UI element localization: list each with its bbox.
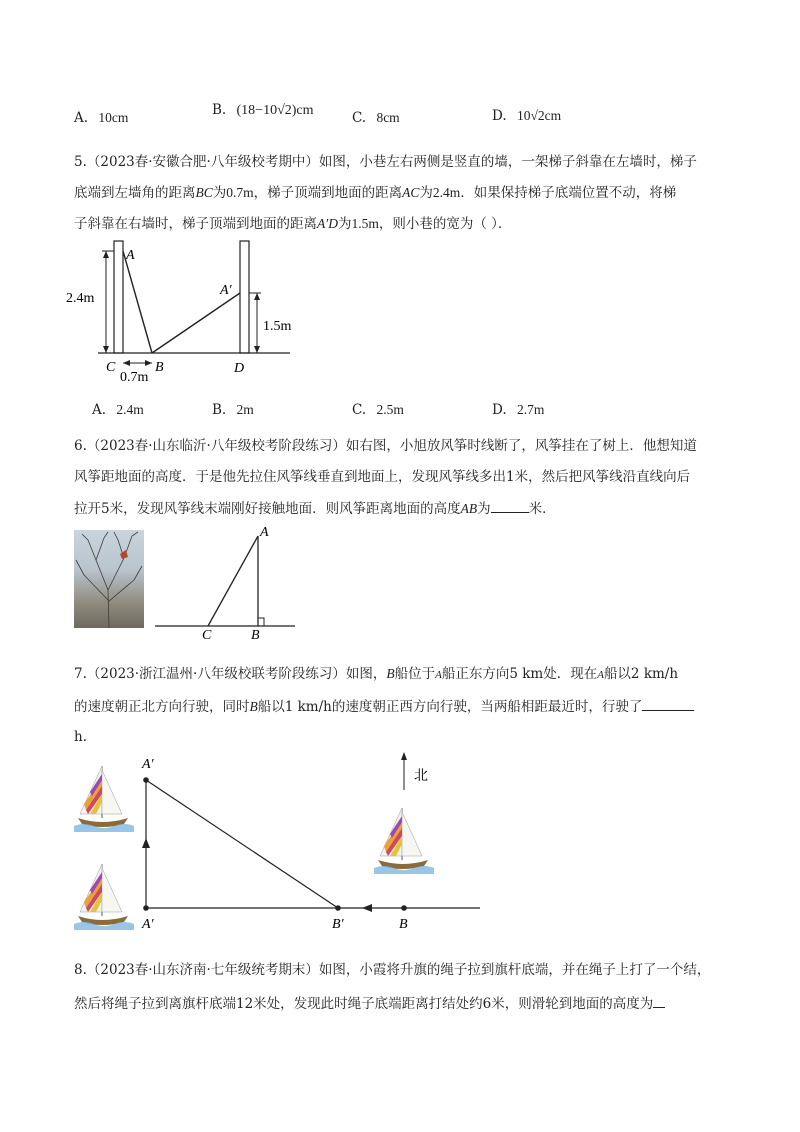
dim-left-label: 2.4m (66, 291, 95, 306)
left-wall (114, 241, 123, 353)
label-b: B (399, 917, 408, 932)
label-a-prime-bottom: A′ (142, 917, 154, 932)
q4-option-d[interactable]: D. 10√2cm (492, 108, 562, 124)
sailboat-bottom-left-icon (74, 864, 134, 930)
label-b: B (155, 360, 164, 375)
distance-line (146, 780, 338, 908)
north-label: 北 (414, 769, 428, 784)
right-angle-mark (258, 618, 264, 626)
q8-line-1: 8.（2023春·山东济南·七年级统考期末）如图，小霞将升旗的绳子拉到旗杆底端，并在绳子上打了一个结， (74, 962, 711, 978)
label-a-prime: A′ (220, 283, 232, 298)
q5-option-d[interactable]: D. 2.7m (492, 402, 545, 418)
dim-bottom-label: 0.7m (120, 370, 149, 385)
q4-option-a[interactable]: A. 10cm (74, 110, 129, 126)
q4-option-b[interactable]: B. (18−10√2)cm (212, 102, 314, 118)
label-d: D (234, 361, 245, 376)
tree-branches-icon (74, 530, 144, 628)
q8-line-2: 然后将绳子拉到离旗杆底端12米处，发现此时绳子底端距离打结处约6米，则滑轮到地面的高度为 (74, 993, 665, 1014)
west-arrow (362, 904, 372, 912)
q6-line-1: 6.（2023春·山东临沂·八年级校考阶段练习）如右图，小旭放风筝时线断了，风筝挂在了树上．他想知道 (74, 438, 697, 454)
q6-figure (150, 520, 300, 642)
label-a: A (126, 248, 135, 263)
ladder-right (152, 293, 240, 353)
q5-figure (60, 236, 320, 386)
q5-line-2: 底端到左墙角的距离BC为0.7m，梯子顶端到地面的距离AC为2.4m．如果保持梯子底端位置不动，将梯 (74, 185, 677, 201)
label-a-prime-top: A′ (142, 757, 154, 772)
label-c: C (202, 628, 212, 642)
q6-answer-blank[interactable] (491, 498, 529, 513)
q6-line-3: 拉开5米，发现风筝线末端刚好接触地面．则风筝距离地面的高度AB为 米． (74, 498, 556, 519)
sailboat-right-icon (374, 808, 434, 874)
q7-figure (70, 750, 490, 940)
q4-option-c[interactable]: C. 8cm (352, 110, 400, 126)
label-c: C (106, 360, 116, 375)
right-wall (240, 241, 249, 353)
dim-right-label: 1.5m (263, 319, 292, 334)
q7-line-2: 的速度朝正北方向行驶，同时B船以1 km/h的速度朝正西方向行驶，当两船相距最近时，行驶了 (74, 696, 694, 717)
sailboat-top-left-icon (74, 766, 134, 832)
label-b: B (251, 628, 260, 642)
q8-answer-blank[interactable] (653, 993, 665, 1008)
q6-line-2: 风筝距地面的高度．于是他先拉住风筝线垂直到地面上，发现风筝线多出1米，然后把风筝线沿直线向后 (74, 469, 691, 485)
q5-line-3: 子斜靠在右墙时，梯子顶端到地面的距离A′D为1.5m，则小巷的宽为（ ）． (74, 216, 512, 232)
q5-option-c[interactable]: C. 2.5m (352, 402, 404, 418)
ladder-left (123, 251, 152, 353)
q5-option-b[interactable]: B. 2m (212, 402, 254, 418)
q5-line-1: 5.（2023春·安徽合肥·八年级校考期中）如图，小巷左右两侧是竖直的墙，一架梯子斜靠在左墙时，梯子 (74, 154, 697, 170)
kite-tree-photo (74, 530, 144, 628)
q7-answer-blank[interactable] (642, 696, 694, 711)
q5-option-a[interactable]: A. 2.4m (92, 402, 144, 418)
segment-ac (208, 536, 258, 626)
q7-line-1: 7.（2023·浙江温州·八年级校联考阶段练习）如图，B船位于A船正东方向5 km处．现在A船以2 km/h (74, 666, 679, 682)
q7-line-3: h. (74, 729, 87, 745)
label-a: A (260, 525, 269, 540)
north-arrow (142, 838, 150, 848)
label-b-prime: B′ (332, 917, 344, 932)
